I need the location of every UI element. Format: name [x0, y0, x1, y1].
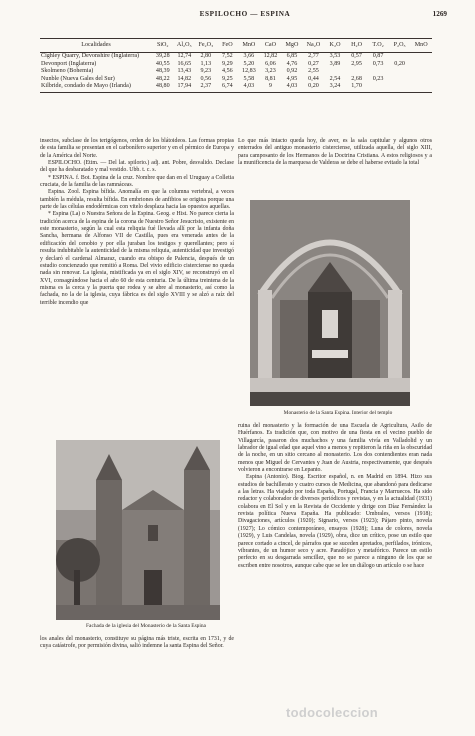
value-cell: 40,55 — [155, 60, 170, 67]
value-cell — [389, 76, 411, 83]
value-cell: 4,56 — [222, 68, 233, 75]
value-cell: 3,53 — [329, 53, 341, 60]
value-cell: 16,65 — [177, 60, 192, 67]
locality-cell: Nunble (Nueva Gales del Sur) — [41, 75, 115, 82]
value-cell: 0,44 — [308, 75, 319, 82]
table-header-cell: SiO₂ — [152, 39, 174, 53]
value-cell — [410, 76, 432, 83]
table-header-row — [40, 39, 432, 53]
value-cell: 9,23 — [200, 68, 212, 75]
left-column-text — [40, 138, 234, 307]
paragraph: Espina (Antonio). Biog. Escritor español, n. en Madrid en 1894. Hizo sus estudios de bachillerato y cuatro cursos de Medicina, que abandonó para dedicarse a las letras. Ha viajado por toda España, Portugal, Francia y Marruecos. Ha sido redactor y colaborador de diversos periódicos y revistas, y en la actualidad (1931) colabora en El Sol y en la Revista de Occidente y dirige con Díaz Fernández la revista política Nueva España. Ha publicado: Umbrales, versos (1918); Divagaciones, artículos (1920); Signario, versos (1923); Pájaro pinto, novela (1927); Lo cómico contemporáneo, ensayos (1928); Luna de colores, novela (1929), y Luis Candelas, novela (1929), obra, dice un crítico, pose un estilo que parece cortado a cincel, de párrafos que se suceden apretados, perfilados, irónicos, vibrantes, de un humor seco y acre. Paradójico y metafórico. Parece un estilo perfecto en su desgarrada sencillez, que no se parece a ninguno de los que se escriben entre nosotros, aunque cabe que se lee un diálogo un artículo o se hace — [238, 474, 432, 569]
value-cell: 1,70 — [346, 83, 368, 93]
value-cell: 3,66 — [243, 53, 255, 60]
church-facade-illustration — [56, 440, 220, 620]
table-header-cell: H₂O — [346, 39, 368, 53]
value-cell: 17,94 — [174, 83, 196, 93]
value-cell: 0,73 — [372, 60, 384, 67]
value-cell — [389, 68, 411, 75]
table-row — [40, 83, 432, 93]
value-cell: 48,22 — [155, 75, 170, 82]
value-cell: 9,25 — [222, 75, 233, 82]
table-header-cell: MgO — [281, 39, 303, 53]
value-cell: 2,55 — [308, 68, 319, 75]
value-cell: 1,13 — [200, 60, 212, 67]
value-cell: 3,89 — [329, 60, 341, 67]
value-cell — [367, 83, 389, 93]
church-interior-illustration — [250, 200, 410, 406]
table-header-cell: Na₂O — [303, 39, 325, 53]
paragraph: * Espina (La) o Nuestra Señora de la Espina. Geog. e Hist. No parece cierta la tradición acerca de la espina de la corona de Nuestro Señor Jesucristo, existente en este monasterio, según la cual esta reliquia fué llevada allí por la infanta doña Sancha, hermana de Alfonso VII de Castilla, pues era venerada antes de la edificación del cenobio y por ella juraban los testigos y querellantes; pero sí resulta indubitable la autenticidad de la misma reliquia, autenticidad que investigó y declaró el cardenal Almaraz, cuando era obispo de Palencia, después de un estudio concienzudo que remitió a Roma. Del vivio edificio cisterciense no queda nada sin renovar. La iglesia, mistificada ya en el siglo XIV, se reconstruyó en el XVI, consagrándose hacia el año 60 de esta centuria. De la última treintena de la misma es la cerca y la puerta que rodea y se abre al monasterio, así como la fachada, no la de la iglesia, cuya fábrica es del siglo XVIII y se alzó a raíz del terrible incendio que — [40, 211, 234, 306]
table-row — [40, 61, 432, 68]
value-cell: 0,20 — [394, 60, 405, 67]
right-column-top-text — [238, 138, 432, 167]
value-cell: 39,28 — [155, 53, 170, 60]
value-cell: 48,80 — [152, 83, 174, 93]
locality-cell: Cighley Quarry, Devonshire (Inglaterra) — [41, 53, 140, 60]
table-header-cell: Fe₂O₃ — [195, 39, 217, 53]
value-cell: 3,23 — [265, 68, 276, 75]
church-interior-photo — [250, 200, 410, 406]
value-cell: 4,95 — [286, 75, 298, 82]
paragraph: * ESPINA. f. Bot. Espina de la cruz. Nombre que dan en el Uruguay a Colletia cruciata, de la familia de las ramnáceas. — [40, 174, 234, 189]
value-cell: 12,74 — [177, 53, 192, 60]
value-cell: 12,83 — [242, 68, 256, 75]
locality-cell: Devonport (Inglaterra) — [41, 60, 97, 67]
value-cell: 5,20 — [243, 60, 255, 67]
table-header-cell: T.O₂ — [367, 39, 389, 53]
table-header-cell: MnO — [238, 39, 260, 53]
value-cell: 0,92 — [286, 68, 298, 75]
value-cell: 9,29 — [222, 60, 233, 67]
value-cell: 2,95 — [351, 60, 362, 67]
value-cell: 48,39 — [155, 68, 170, 75]
locality-cell: Skolmeno (Bohemia) — [41, 68, 94, 75]
value-cell — [410, 68, 432, 75]
watermark-logo: todocoleccion — [286, 705, 379, 720]
value-cell: 2,54 — [329, 75, 341, 82]
paragraph: ESPILOCHO. (Etim. — Del lat. spilorio.) adj. ant. Pobre, desvalido. Declase del que ha desbaratado y mal vestido. Ubb. t. c. s. — [40, 160, 234, 174]
value-cell: 12,82 — [263, 53, 278, 60]
paragraph: los anales del monasterio, constituye su página más triste, escrita en 1731, y de cuya catástrofe, por permisión divina, salió indemne la santa Espina del Señor. — [40, 636, 234, 650]
value-cell: 0,27 — [308, 60, 319, 67]
table-row — [40, 68, 432, 75]
value-cell: 7,52 — [222, 53, 233, 60]
value-cell: 0,56 — [200, 75, 212, 82]
value-cell: 6,85 — [286, 53, 298, 60]
value-cell: 14,82 — [177, 75, 192, 82]
table-header-cell: P₂O₅ — [389, 39, 411, 53]
locality-cell: Kilbride, condado de Mayo (Irlanda) — [40, 83, 152, 93]
paragraph: Espina. Zool. Espina bífida. Anomalía en que la columna vertebral, a veces también la médula, resulta bífida. En embriones de anfibios se origina porque una parte de las células endodérmicas con vitelo desplaza hacia las opuestos aquellas. — [40, 189, 234, 211]
value-cell — [367, 68, 389, 75]
paragraph: Lo que más intacto queda hoy, de aver, es la sala capitular y algunos otros enterrados del antiguo monasterio cisterciense, utilizada aquella, del siglo XIII, para camposanto de los Hermanos de la Doctrina Cristiana. A estos religiosos y a la munificencia de la marquesa de Valderas se debe el haberse evitado la total — [238, 138, 432, 167]
table-header-cell: FeO — [217, 39, 239, 53]
value-cell — [410, 83, 432, 93]
value-cell — [410, 53, 432, 61]
value-cell: 0,87 — [372, 53, 384, 60]
value-cell: 5,58 — [243, 75, 255, 82]
table-header-cell: CaO — [260, 39, 282, 53]
value-cell — [410, 61, 432, 68]
value-cell: 6,74 — [217, 83, 239, 93]
value-cell — [389, 83, 411, 93]
value-cell: 2,80 — [200, 53, 212, 60]
value-cell: 0,23 — [372, 75, 384, 82]
photo-caption: Monasterio de la Santa Espina. Interior del templo — [283, 410, 393, 416]
analysis-table — [40, 38, 432, 93]
value-cell: 8,81 — [265, 75, 276, 82]
value-cell: 9 — [260, 83, 282, 93]
value-cell: 2,68 — [351, 75, 362, 82]
running-header: ESPILOCHO — ESPINA — [199, 10, 291, 18]
table-header-cell: MnO — [410, 39, 432, 53]
value-cell: 4,76 — [286, 60, 298, 67]
value-cell: 2,77 — [308, 53, 319, 60]
value-cell — [324, 68, 346, 75]
value-cell: 4,03 — [281, 83, 303, 93]
value-cell: 3,24 — [324, 83, 346, 93]
table-row — [40, 53, 432, 61]
table-header-cell: Al₂O₃ — [174, 39, 196, 53]
value-cell: 0,20 — [303, 83, 325, 93]
left-column-bottom-text — [40, 636, 234, 651]
church-facade-photo — [56, 440, 220, 620]
value-cell: 4,03 — [238, 83, 260, 93]
table-row — [40, 76, 432, 83]
value-cell: 2,37 — [195, 83, 217, 93]
value-cell — [389, 53, 411, 61]
page-number: 1269 — [432, 10, 447, 18]
table-header-cell: Localidades — [40, 39, 152, 53]
right-column-text — [238, 423, 432, 570]
value-cell — [346, 68, 368, 75]
paragraph: ruina del monasterio y la formación de una Escuela de Agricultura, Asilo de Huérfanos. Es tradición que, con motivo de una fiesta en el vecino pueblo de Villagarcía, pasaron dos muchachos y una familia vivía en Valladolid y un labrador de igual edad que aquel vino a menos y repitieron la riña en la obscuridad de la noche, en un sitio cercano al monasterio. Los dos contendientes eran nada menos que Miguel de Cervantes y Juan de Austria, respectivamente, que después volvieron a encontrarse en Lepanto. — [238, 423, 432, 474]
paragraph: insectos, subclase de los terigógenos, orden de los blátoideos. Las formas propias de esta familia se presentan en el carbonífero superior y en el pérmico de Europa y de la América del Norte. — [40, 138, 234, 159]
photo-caption: Fachada de la iglesia del Monasterio de la Santa Espina — [86, 623, 206, 629]
value-cell: 13,43 — [177, 68, 192, 75]
value-cell: 0,57 — [351, 53, 362, 60]
table-header-cell: K₂O — [324, 39, 346, 53]
value-cell: 6,06 — [265, 60, 276, 67]
